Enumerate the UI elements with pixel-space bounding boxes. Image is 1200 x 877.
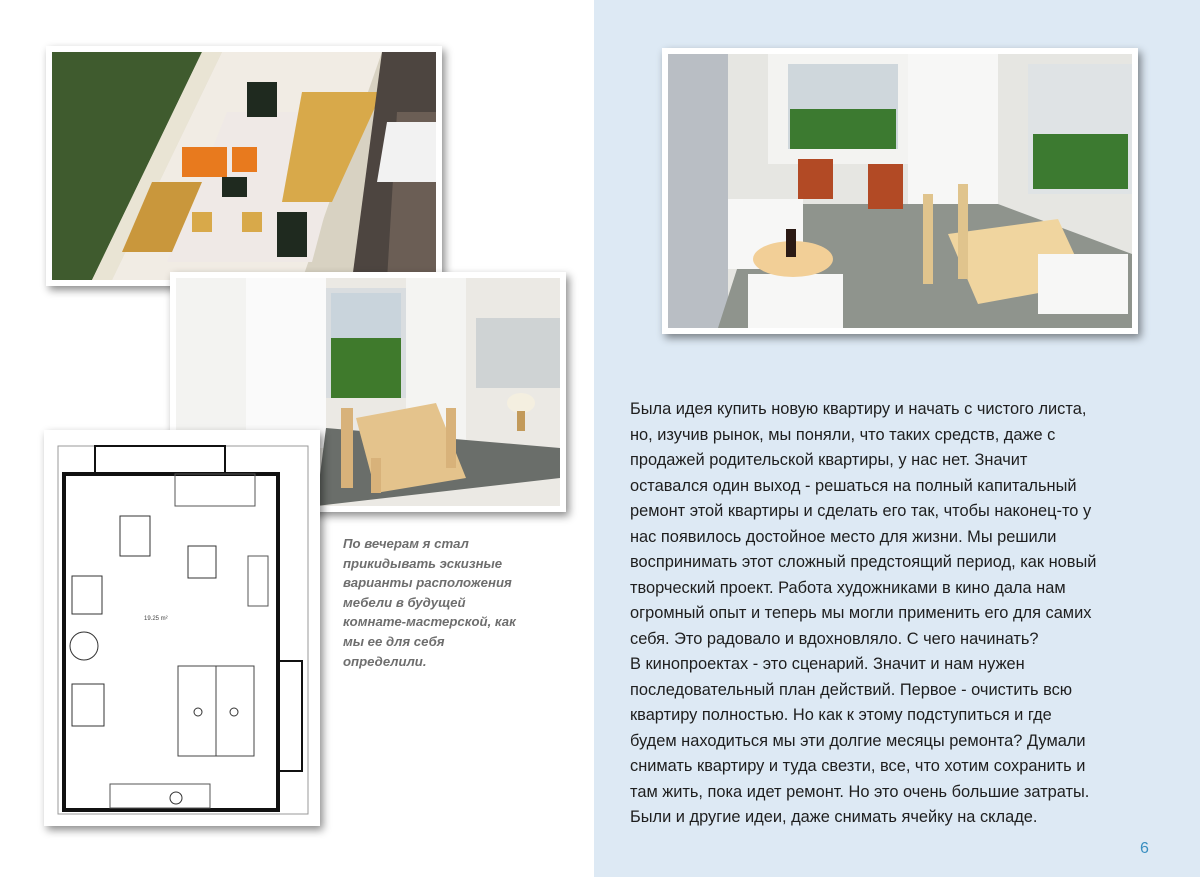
floor-plan-drawing — [50, 436, 314, 820]
render-workspace-image — [668, 54, 1132, 328]
floor-plan-area-label: 19.25 m² — [144, 616, 168, 622]
render-top-view — [46, 46, 442, 286]
page-number: 6 — [1140, 840, 1149, 857]
photo-caption: По вечерам я стал прикидывать эскизные варианты расположения мебели в будущей комнате-мастерской, как мы ее для себя определили. — [343, 536, 516, 669]
render-workspace — [662, 48, 1138, 334]
floor-plan — [44, 430, 320, 826]
body-text: Была идея купить новую квартиру и начать с чистого листа, но, изучив рынок, мы поняли, что таких средств, даже с продажей родительской квартиры, у нас нет. Значит оставался один выход - решаться на полный капитальный ремонт этой квартиры и сделать его так, чтобы наконец-то у нас появилось достойное место для жизни. Мы решили воспринимать этот сложный предстоящий период, как новый творческий проект. Работа художниками в кино дала нам огромный опыт и теперь мы могли применить его для самих себя. Это радовало и вдохновляло. С чего начинать? В кинопроектах - это сценарий. Значит и нам нужен последовательный план действий. Первое - очистить всю квартиру полностью. Но как к этому подступиться и где будем находиться мы эти долгие месяцы ремонта? Думали снимать квартиру и туда свезти, все, что хотим сохранить и там жить, пока идет ремонт. Но это очень большие затраты. Были и другие идеи, даже снимать ячейку на складе. — [630, 400, 1097, 826]
render-top-view-image — [52, 52, 436, 280]
